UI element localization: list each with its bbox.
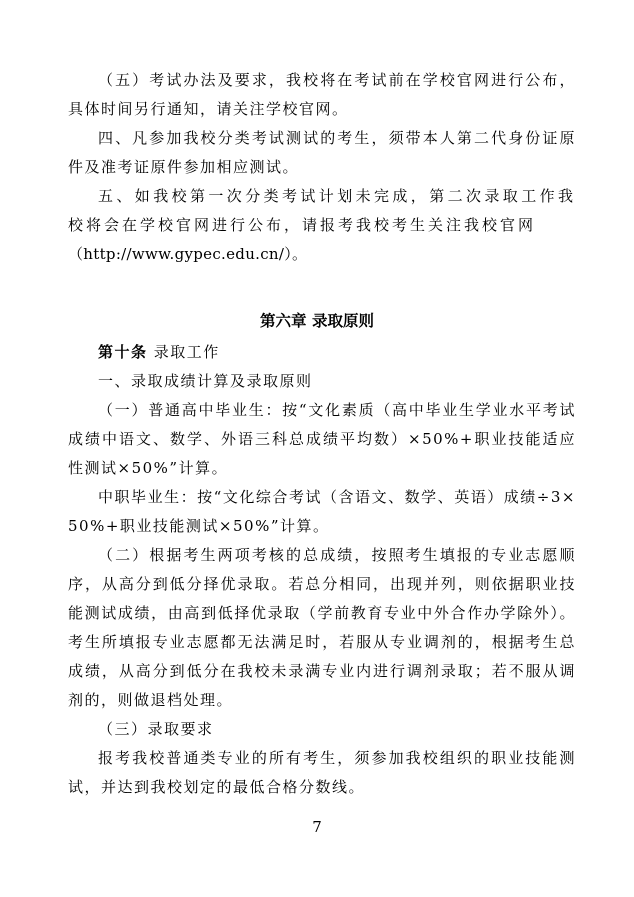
lower-section — [68, 338, 576, 802]
paragraph-highschool-formula: （一）普通高中毕业生：按“文化素质（高中毕业生学业水平考试成绩中语文、数学、外语三科总成绩平均数）×50%+职业技能适应性测试×50%”计算。 — [68, 401, 576, 477]
paragraph-vocational-formula: 中职毕业生：按“文化综合考试（含语文、数学、英语）成绩÷3×50%+职业技能测试×50%”计算。 — [68, 488, 576, 535]
chapter-heading: 第六章 录取原则 — [260, 312, 374, 330]
paragraph-second-round: 五、如我校第一次分类考试计划未完成，第二次录取工作我校将会在学校官网进行公布，请报考我校考生关注我校官网 — [68, 187, 576, 234]
article-label: 第十条 — [98, 343, 148, 361]
article-heading — [68, 338, 576, 367]
paragraph-requirements-heading: （三）录取要求 — [98, 720, 214, 738]
article-title: 录取工作 — [153, 343, 220, 361]
upper-section — [68, 66, 576, 269]
paragraph-id-card: 四、凡参加我校分类考试测试的考生，须带本人第二代身份证原件及准考证原件参加相应测试。 — [68, 129, 576, 176]
paragraph-score-principle: 一、录取成绩计算及录取原则 — [98, 372, 313, 390]
paragraph-exam-method: （五）考试办法及要求，我校将在考试前在学校官网进行公布，具体时间另行通知，请关注学校官网。 — [68, 71, 576, 118]
paragraph-requirements: 报考我校普通类专业的所有考生，须参加我校组织的职业技能测试，并达到我校划定的最低合格分数线。 — [68, 749, 576, 796]
paragraph-ranking-rules: （二）根据考生两项考核的总成绩，按照考生填报的专业志愿顺序，从高分到低分择优录取。若总分相同，出现并列，则依据职业技能测试成绩，由高到低择优录取（学前教育专业中外合作办学除外）。考生所填报专业志愿都无法满足时，若服从专业调剂的，根据考生总成绩，从高分到低分在我校未录满专业内进行调剂录取；若不服从调剂的，则做退档处理。 — [68, 546, 576, 709]
page-number: 7 — [312, 818, 322, 836]
paragraph-website-url: （http://www.gypec.edu.cn/）。 — [68, 245, 308, 263]
